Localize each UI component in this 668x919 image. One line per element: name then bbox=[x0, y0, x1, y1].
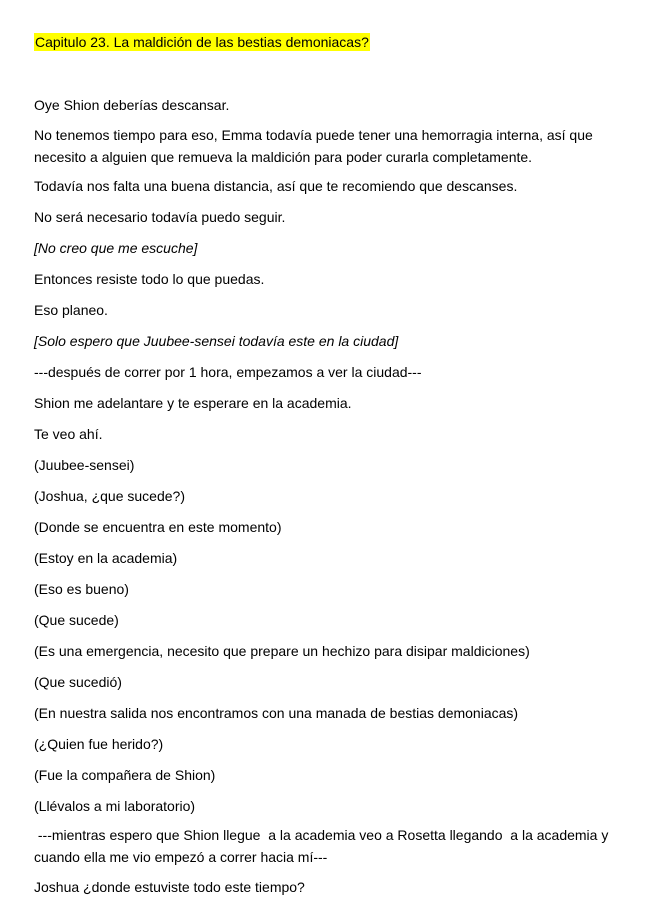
paragraph: Todavía nos falta una buena distancia, así que te recomiendo que descanses. bbox=[34, 178, 518, 194]
paragraph: (Que sucedió) bbox=[34, 674, 122, 690]
paragraph: (Es una emergencia, necesito que prepare un hechizo para disipar maldiciones) bbox=[34, 643, 530, 659]
paragraph: (En nuestra salida nos encontramos con una manada de bestias demoniacas) bbox=[34, 705, 519, 721]
paragraph: (¿Quien fue herido?) bbox=[34, 736, 164, 752]
paragraph: [Solo espero que Juubee-sensei todavía este en la ciudad] bbox=[34, 333, 399, 349]
paragraph: ---después de correr por 1 hora, empezamos a ver la ciudad--- bbox=[34, 364, 422, 380]
chapter-title: Capitulo 23. La maldición de las bestias demoniacas? bbox=[35, 34, 369, 50]
paragraph: ---mientras espero que Shion llegue a la academia veo a Rosetta llegando a la academia y cuando ella me vio empezó a correr hacia mí--- bbox=[34, 827, 613, 865]
paragraph: (Eso es bueno) bbox=[34, 581, 129, 597]
paragraph: Shion me adelantare y te esperare en la academia. bbox=[34, 395, 352, 411]
paragraph: (Fue la compañera de Shion) bbox=[34, 767, 216, 783]
paragraph: (Llévalos a mi laboratorio) bbox=[34, 798, 196, 814]
paragraph: Eso planeo. bbox=[34, 302, 108, 318]
paragraph: (Donde se encuentra en este momento) bbox=[34, 519, 282, 535]
paragraph: Oye Shion deberías descansar. bbox=[34, 97, 230, 113]
paragraph: (Juubee-sensei) bbox=[34, 457, 135, 473]
paragraph: Entonces resiste todo lo que puedas. bbox=[34, 271, 265, 287]
paragraph: No tenemos tiempo para eso, Emma todavía puede tener una hemorragia interna, así que necesito a alguien que remueva la maldición para poder curarla completamente. bbox=[34, 127, 593, 165]
paragraph: (Que sucede) bbox=[34, 612, 119, 628]
paragraph: Te veo ahí. bbox=[34, 426, 103, 442]
paragraph: (Joshua, ¿que sucede?) bbox=[34, 488, 185, 504]
paragraph: Joshua ¿donde estuviste todo este tiempo? bbox=[34, 879, 305, 895]
paragraph: [No creo que me escuche] bbox=[34, 240, 198, 256]
paragraph: (Estoy en la academia) bbox=[34, 550, 178, 566]
paragraph: No será necesario todavía puedo seguir. bbox=[34, 209, 286, 225]
